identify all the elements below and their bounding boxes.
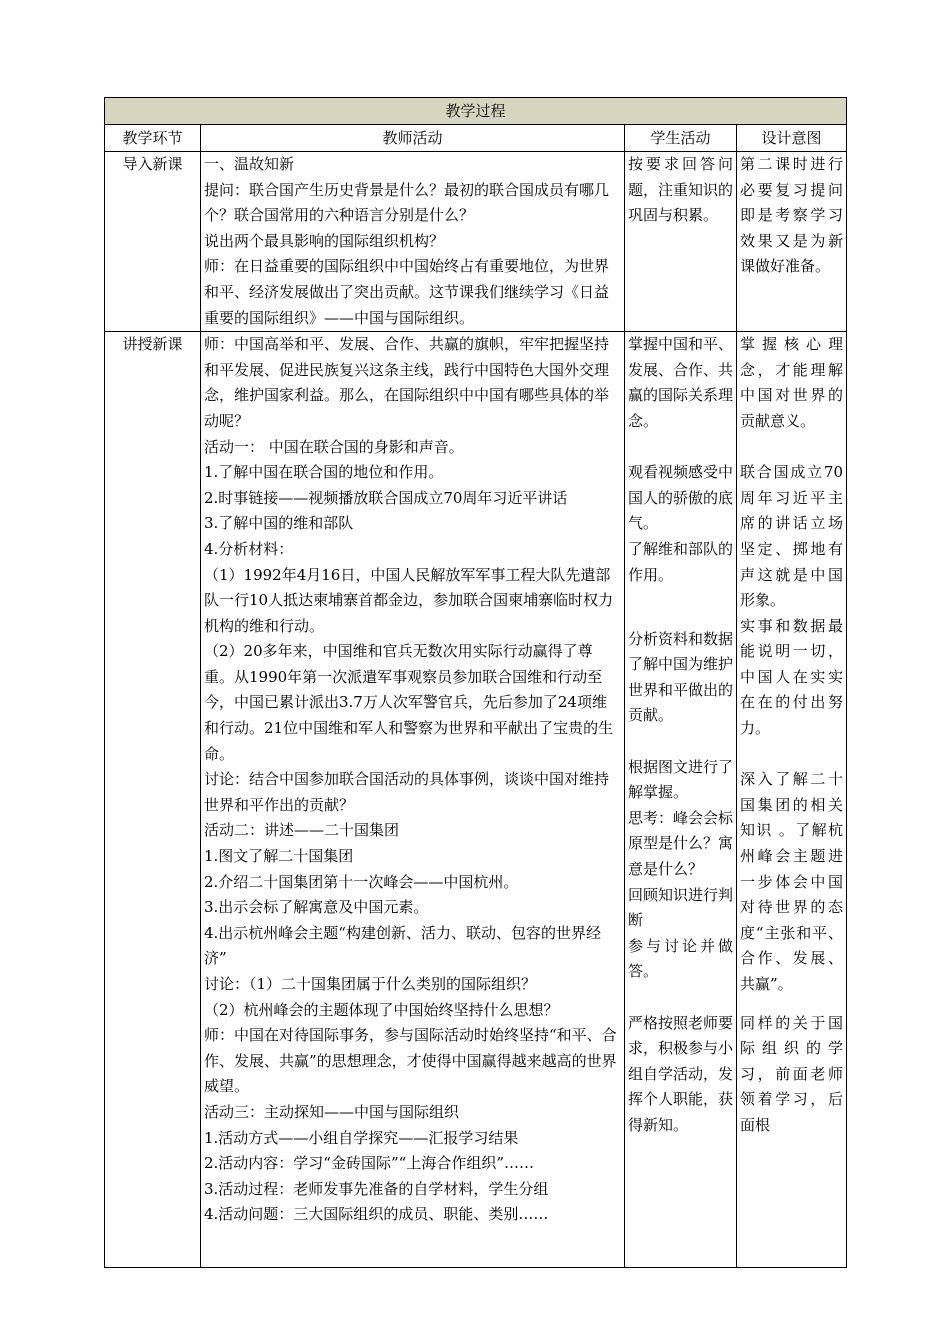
section-label: 导入新课 xyxy=(105,152,201,332)
teacher-line: 活动二：讲述——二十国集团 xyxy=(204,821,400,840)
table-title-row xyxy=(105,98,847,125)
teacher-line: 一、温故知新 xyxy=(204,155,295,173)
teaching-process-table xyxy=(104,97,847,1268)
student-line: 参与讨论并做答。 xyxy=(628,936,733,981)
table-row xyxy=(105,152,847,332)
teacher-line: 师：在日益重要的国际组织中中国始终占有重要地位，为世界和平、经济发展做出了突出贡献。这节课我们继续学习《日益重要的国际组织》——中国与国际组织。 xyxy=(204,257,610,327)
teacher-line: 4.分析材料： xyxy=(204,539,294,558)
teacher-line: 2.活动内容：学习“金砖国际”“上海合作组织”…… xyxy=(204,1154,534,1173)
teacher-line: 3.出示会标了解寓意及中国元素。 xyxy=(204,898,429,917)
header-student-activity: 学生活动 xyxy=(625,125,737,152)
student-line: 了解维和部队的作用。 xyxy=(628,539,734,584)
teacher-line: 师：中国在对待国际事务，参与国际活动时始终坚持“和平、合作、发展、共赢”的思想理念，才使得中国赢得越来越高的世界威望。 xyxy=(204,1026,617,1096)
teacher-line: 师：中国高举和平、发展、合作、共赢的旗帜，牢牢把握坚持和平发展、促进民族复兴这条主线，践行中国特色大国外交理念，维护国家利益。那么，在国际组织中中国有哪些具体的举动呢？ xyxy=(204,335,610,430)
header-teacher-activity: 教师活动 xyxy=(201,125,625,152)
teacher-line: 1.图文了解二十国集团 xyxy=(204,847,354,866)
teacher-line: （1）1992年4月16日，中国人民解放军军事工程大队先遣部队一行10人抵达柬埔寨首都金边，参加联合国柬埔寨临时权力机构的维和行动。 xyxy=(204,565,614,635)
student-line: 回顾知识进行判断 xyxy=(628,885,734,930)
teacher-line: 3.活动过程：老师发事先准备的自学材料，学生分组 xyxy=(204,1179,549,1198)
design-line: 深入了解二十国集团的相关知识 。了解杭州峰会主题进一步体会中国对待世界的态度“主张和平、合作、发展、共赢”。 xyxy=(740,770,844,993)
header-design-intent: 设计意图 xyxy=(737,125,847,152)
table-row xyxy=(105,332,847,1268)
student-line: 根据图文进行了解掌握。 xyxy=(628,757,734,802)
design-line: 第二课时进行必要复习提问即是考察学习效果又是为新课做好准备。 xyxy=(740,155,844,276)
student-line: 严格按照老师要求，积极参与小组自学活动，发挥个人职能，获得新知。 xyxy=(628,1013,734,1134)
teacher-line: 1.了解中国在联合国的地位和作用。 xyxy=(204,463,444,482)
teacher-line: 讨论：结合中国参加联合国活动的具体事例，谈谈中国对维持世界和平作出的贡献？ xyxy=(204,770,610,814)
teacher-line: 1.活动方式——小组自学探究——汇报学习结果 xyxy=(204,1128,519,1147)
student-line: 思考：峰会会标原型是什么？寓意是什么？ xyxy=(628,808,734,879)
student-line: 观看视频感受中国人的骄傲的底气。 xyxy=(628,463,734,533)
teacher-activity-cell xyxy=(201,152,625,332)
teacher-line: 提问：联合国产生历史背景是什么？最初的联合国成员有哪几个？联合国常用的六种语言分别是什么？ xyxy=(204,180,610,225)
section-label: 讲授新课 xyxy=(105,332,201,1268)
teacher-line: 活动三：主动探知——中国与国际组织 xyxy=(204,1102,460,1121)
teacher-line: 说出两个最具影响的国际组织机构？ xyxy=(204,231,445,250)
teacher-line: 活动一： 中国在联合国的身影和声音。 xyxy=(204,437,464,456)
student-line: 按要求回答问题，注重知识的巩固与积累。 xyxy=(628,155,734,225)
student-line: 掌握中国和平、发展、合作、共赢的国际关系理念。 xyxy=(628,335,734,430)
teacher-line: 4.出示杭州峰会主题“构建创新、活力、联动、包容的世界经济” xyxy=(204,923,601,968)
teacher-line: （2）20多年来，中国维和官兵无数次用实际行动赢得了尊重。从1990年第一次派遣军事观察员参加联合国维和行动至今，中国已累计派出3.7万人次军警官兵，先后参加了24项维和行动。21位中国维和军人和警察为世界和平献出了宝贵的生命。 xyxy=(204,642,614,763)
teacher-activity-cell xyxy=(201,332,625,1268)
design-line: 联合国成立70周年习近平主席的讲话立场坚定、掷地有声这就是中国形象。 xyxy=(740,463,844,610)
design-line: 掌握核心理念，才能理解中国对世界的贡献意义。 xyxy=(740,335,844,430)
design-line: 实事和数据最能说明一切，中国人在实实在在的付出努力。 xyxy=(740,616,844,738)
design-line: 同样的关于国际组织的学习，前面老师领着学习，后面根 xyxy=(740,1013,844,1134)
table-title: 教学过程 xyxy=(105,98,847,125)
student-activity-cell xyxy=(625,152,737,332)
teacher-line: 2.时事链接——视频播放联合国成立70周年习近平讲话 xyxy=(204,488,568,507)
teacher-line: 2.介绍二十国集团第十一次峰会——中国杭州。 xyxy=(204,872,519,891)
teacher-line: 3.了解中国的维和部队 xyxy=(204,514,354,533)
header-section: 教学环节 xyxy=(105,125,201,152)
student-line: 分析资料和数据了解中国为维护世界和平做出的贡献。 xyxy=(628,629,734,725)
design-intent-cell xyxy=(737,152,847,332)
teacher-line: 讨论：（1）二十国集团属于什么类别的国际组织？ xyxy=(204,975,537,993)
table-header-row xyxy=(105,125,847,152)
student-activity-cell xyxy=(625,332,737,1268)
teacher-line: （2）杭州峰会的主题体现了中国始终坚持什么思想？ xyxy=(204,1000,559,1019)
teacher-line: 4.活动问题：三大国际组织的成员、职能、类别…… xyxy=(204,1205,549,1224)
design-intent-cell xyxy=(737,332,847,1268)
